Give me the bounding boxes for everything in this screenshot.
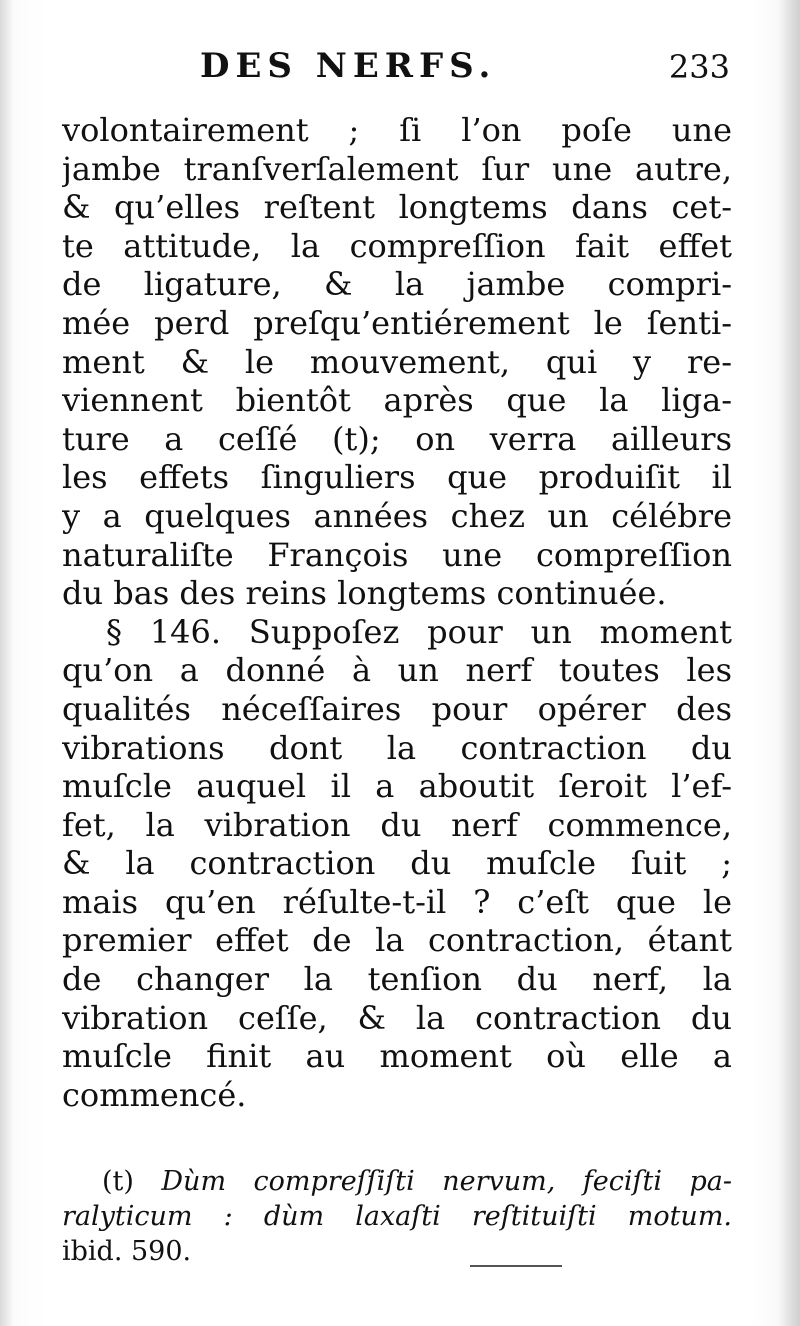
text-line: volontairement ; ſi l’on poſe une <box>62 111 732 149</box>
text-line: qualités néceſſaires pour opérer des <box>62 689 732 728</box>
text-line: & qu’elles reſtent longtems dans cet- <box>62 188 732 227</box>
text-line: premier effet de la contraction, étant <box>62 921 732 960</box>
text-line: commencé. <box>62 1075 247 1114</box>
page-number: 233 <box>668 48 730 86</box>
section-146-first-line: § 146. Suppoſez pour un moment <box>106 612 732 651</box>
text-line: y a quelques années chez un célébre <box>62 496 732 535</box>
footnote-text: Dùm compreſſiſti nervum, feciſti pa- <box>161 1166 732 1197</box>
body-text <box>62 111 732 1114</box>
page-header <box>200 42 730 92</box>
footnote-marker: (t) <box>102 1166 134 1197</box>
text-line: muſcle finit au moment où elle a <box>62 1037 732 1076</box>
footnote-line <box>62 1199 732 1234</box>
page-shadow-left <box>0 0 14 1326</box>
text-line: qu’on a donné à un nerf toutes les <box>62 651 732 690</box>
printer-rule <box>470 1265 562 1267</box>
text-line: ture a ceſſé (t); on verra ailleurs <box>62 419 732 458</box>
text-line: mais qu’en réſulte-t-il ? c’eſt que le <box>62 882 732 921</box>
text-line: ment & le mouvement, qui y re- <box>62 342 732 381</box>
text-line: de changer la tenſion du nerf, la <box>62 960 732 999</box>
text-line: du bas des reins longtems continuée. <box>62 574 667 613</box>
text-line: jambe tranſverſalement ſur une autre, <box>62 149 732 188</box>
text-line: viennent bientôt après que la liga- <box>62 381 732 420</box>
text-line: te attitude, la compreſſion fait effet <box>62 226 732 265</box>
footnote <box>62 1164 732 1269</box>
text-line: vibration ceſſe, & la contraction du <box>62 998 732 1037</box>
running-title: DES NERFS. <box>200 46 497 86</box>
footnote-citation: ibid. 590. <box>62 1236 192 1267</box>
footnote-text: ralyticum : dùm laxaſti reſtituiſti motum. <box>62 1201 732 1232</box>
footnote-line <box>62 1164 732 1199</box>
text-line: vibrations dont la contraction du <box>62 728 732 767</box>
text-line: les effets ſinguliers que produiſit il <box>62 458 732 497</box>
text-line: muſcle auquel il a aboutit ſeroit l’ef- <box>62 767 732 806</box>
text-line: naturaliſte François une compreſſion <box>62 535 732 574</box>
text-line: de ligature, & la jambe compri- <box>62 265 732 304</box>
page-shadow-right <box>778 0 800 1326</box>
text-line: fet, la vibration du nerf commence, <box>62 805 732 844</box>
text-line: & la contraction du muſcle ſuit ; <box>62 844 732 883</box>
text-line: mée perd preſqu’entiérement le ſenti- <box>62 303 732 342</box>
